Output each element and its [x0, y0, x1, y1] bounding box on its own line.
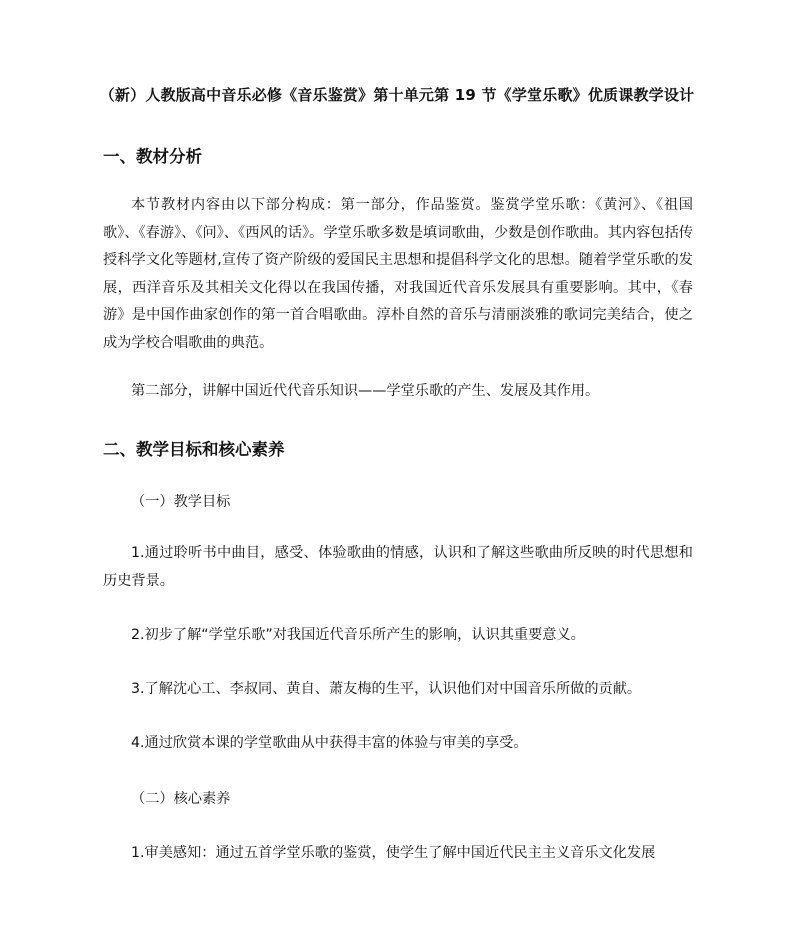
section-heading-textbook-analysis: 一、教材分析	[103, 147, 202, 166]
section-heading-goals-and-literacy: 二、教学目标和核心素养	[103, 440, 285, 459]
core-literacy-item-1: 1.审美感知：通过五首学堂乐歌的鉴赏，使学生了解中国近代民主主义音乐文化发展	[131, 845, 656, 861]
goal-item-3: 3.了解沈心工、李叔同、黄自、萧友梅的生平，认识他们对中国音乐所做的贡献。	[131, 681, 642, 697]
paragraph-content-structure: 本节教材内容由以下部分构成：第一部分，作品鉴赏。鉴赏学堂乐歌：《黄河》、《祖国歌》、《春游》、《问》、《西风的话》。学堂乐歌多数是填词歌曲，少数是创作歌曲。其内容包括传授科学文化等题材,宣传了资产阶级的爱国民主思想和提倡科学文化的思想。随着学堂乐歌的发展，西洋音乐及其相关文化得以在我国传播，对我国近代音乐发展具有重要影响。其中，《春游》是中国作曲家创作的第一首合唱歌曲。淳朴自然的音乐与清丽淡雅的歌词完美结合，使之成为学校合唱歌曲的典范。	[103, 197, 693, 351]
paragraph-part-two: 第二部分，讲解中国近代代音乐知识——学堂乐歌的产生、发展及其作用。	[131, 383, 600, 399]
document-title: （新）人教版高中音乐必修《音乐鉴赏》第十单元第 19 节《学堂乐歌》优质课教学设计	[99, 86, 695, 104]
goal-item-2: 2.初步了解“学堂乐歌”对我国近代音乐所产生的影响，认识其重要意义。	[131, 627, 585, 643]
subheading-core-literacy: （二）核心素养	[131, 791, 231, 807]
goal-item-1: 1.通过聆听书中曲目，感受、体验歌曲的情感，认识和了解这些歌曲所反映的时代思想和历史背景。	[103, 545, 693, 589]
goal-item-4: 4.通过欣赏本课的学堂歌曲从中获得丰富的体验与审美的享受。	[131, 735, 528, 751]
subheading-teaching-goals: （一）教学目标	[131, 494, 231, 510]
